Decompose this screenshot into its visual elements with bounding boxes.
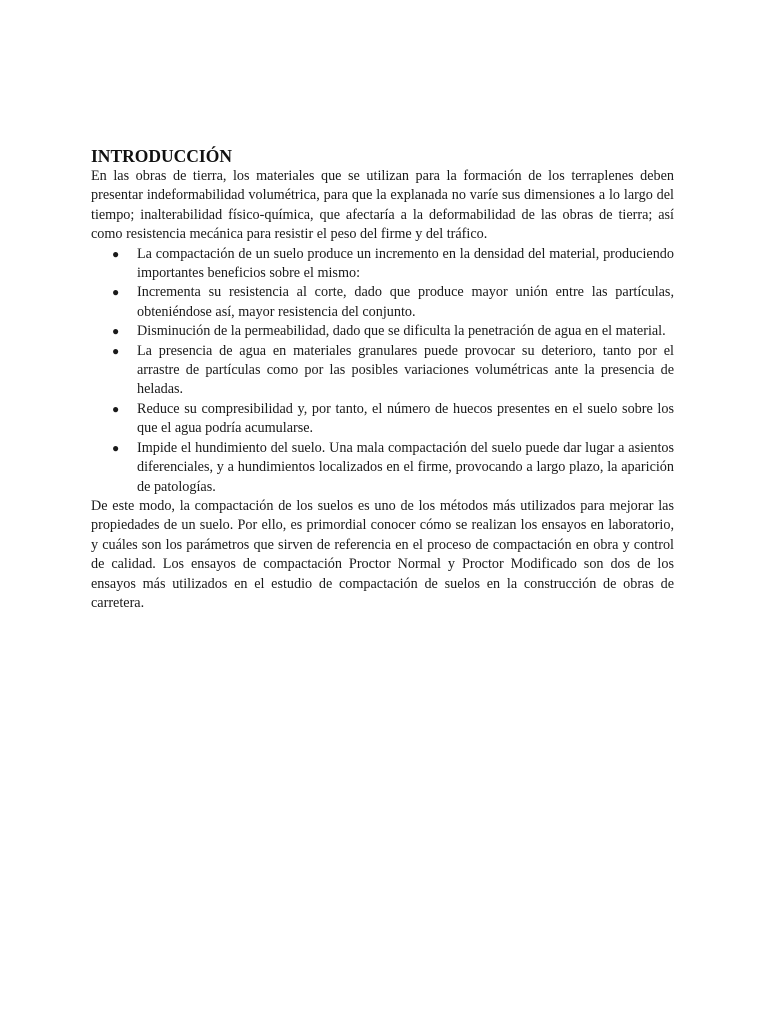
list-item: [112, 322, 674, 341]
conclusion-paragraph: De este modo, la compactación de los suelos es uno de los métodos más utilizados para mejorar las propiedades de un suelo. Por ello, es primordial conocer cómo se realizan los ensayos en laboratorio, y cuáles son los parámetros que sirven de referencia en el proceso de compactación en obra y control de calidad. Los ensayos de compactación Proctor Normal y Proctor Modificado son dos de los ensayos más utilizados en el estudio de compactación de suelos en la construcción de obras de carretera.: [91, 497, 674, 611]
list-item: [112, 400, 674, 439]
list-item: [112, 245, 674, 284]
bullet-icon: ●: [112, 324, 120, 339]
list-item: [112, 439, 674, 497]
list-item-text: La compactación de un suelo produce un incremento en la densidad del material, produciendo importantes beneficios sobre el mismo:: [137, 245, 674, 282]
list-item-text: Disminución de la permeabilidad, dado que se dificulta la penetración de agua en el material.: [137, 323, 666, 340]
list-item-text: Incrementa su resistencia al corte, dado que produce mayor unión entre las partículas, obteniéndose así, mayor resistencia del conjunto.: [137, 284, 674, 320]
list-item-text: Reduce su compresibilidad y, por tanto, el número de huecos presentes en el suelo sobre los que el agua podría acumularse.: [137, 400, 674, 437]
benefits-list: [91, 245, 674, 497]
list-item: [112, 342, 674, 400]
bullet-icon: ●: [112, 401, 120, 416]
bullet-icon: ●: [112, 440, 120, 455]
section-title: INTRODUCCIÓN: [91, 146, 232, 166]
bullet-icon: ●: [112, 246, 120, 261]
list-item: [112, 283, 674, 322]
list-item-text: La presencia de agua en materiales granulares puede provocar su deterioro, tanto por el arrastre de partículas como por las posibles variaciones volumétricas ante la presencia de heladas.: [137, 342, 674, 398]
intro-paragraph: En las obras de tierra, los materiales que se utilizan para la formación de los terraplenes deben presentar indeformabilidad volumétrica, para que la explanada no varíe sus dimensiones a lo largo del tiempo; inalterabilidad físico-química, que afectaría a la deformabilidad de las obras de tierra; así como resistencia mecánica para resistir el peso del firme y del tráfico.: [91, 168, 674, 243]
bullet-icon: ●: [112, 285, 120, 300]
document-body: [91, 145, 674, 613]
bullet-icon: ●: [112, 343, 120, 358]
list-item-text: Impide el hundimiento del suelo. Una mala compactación del suelo puede dar lugar a asientos diferenciales, y a hundimientos localizados en el firme, provocando a largo plazo, la aparición de patologías.: [137, 439, 674, 495]
